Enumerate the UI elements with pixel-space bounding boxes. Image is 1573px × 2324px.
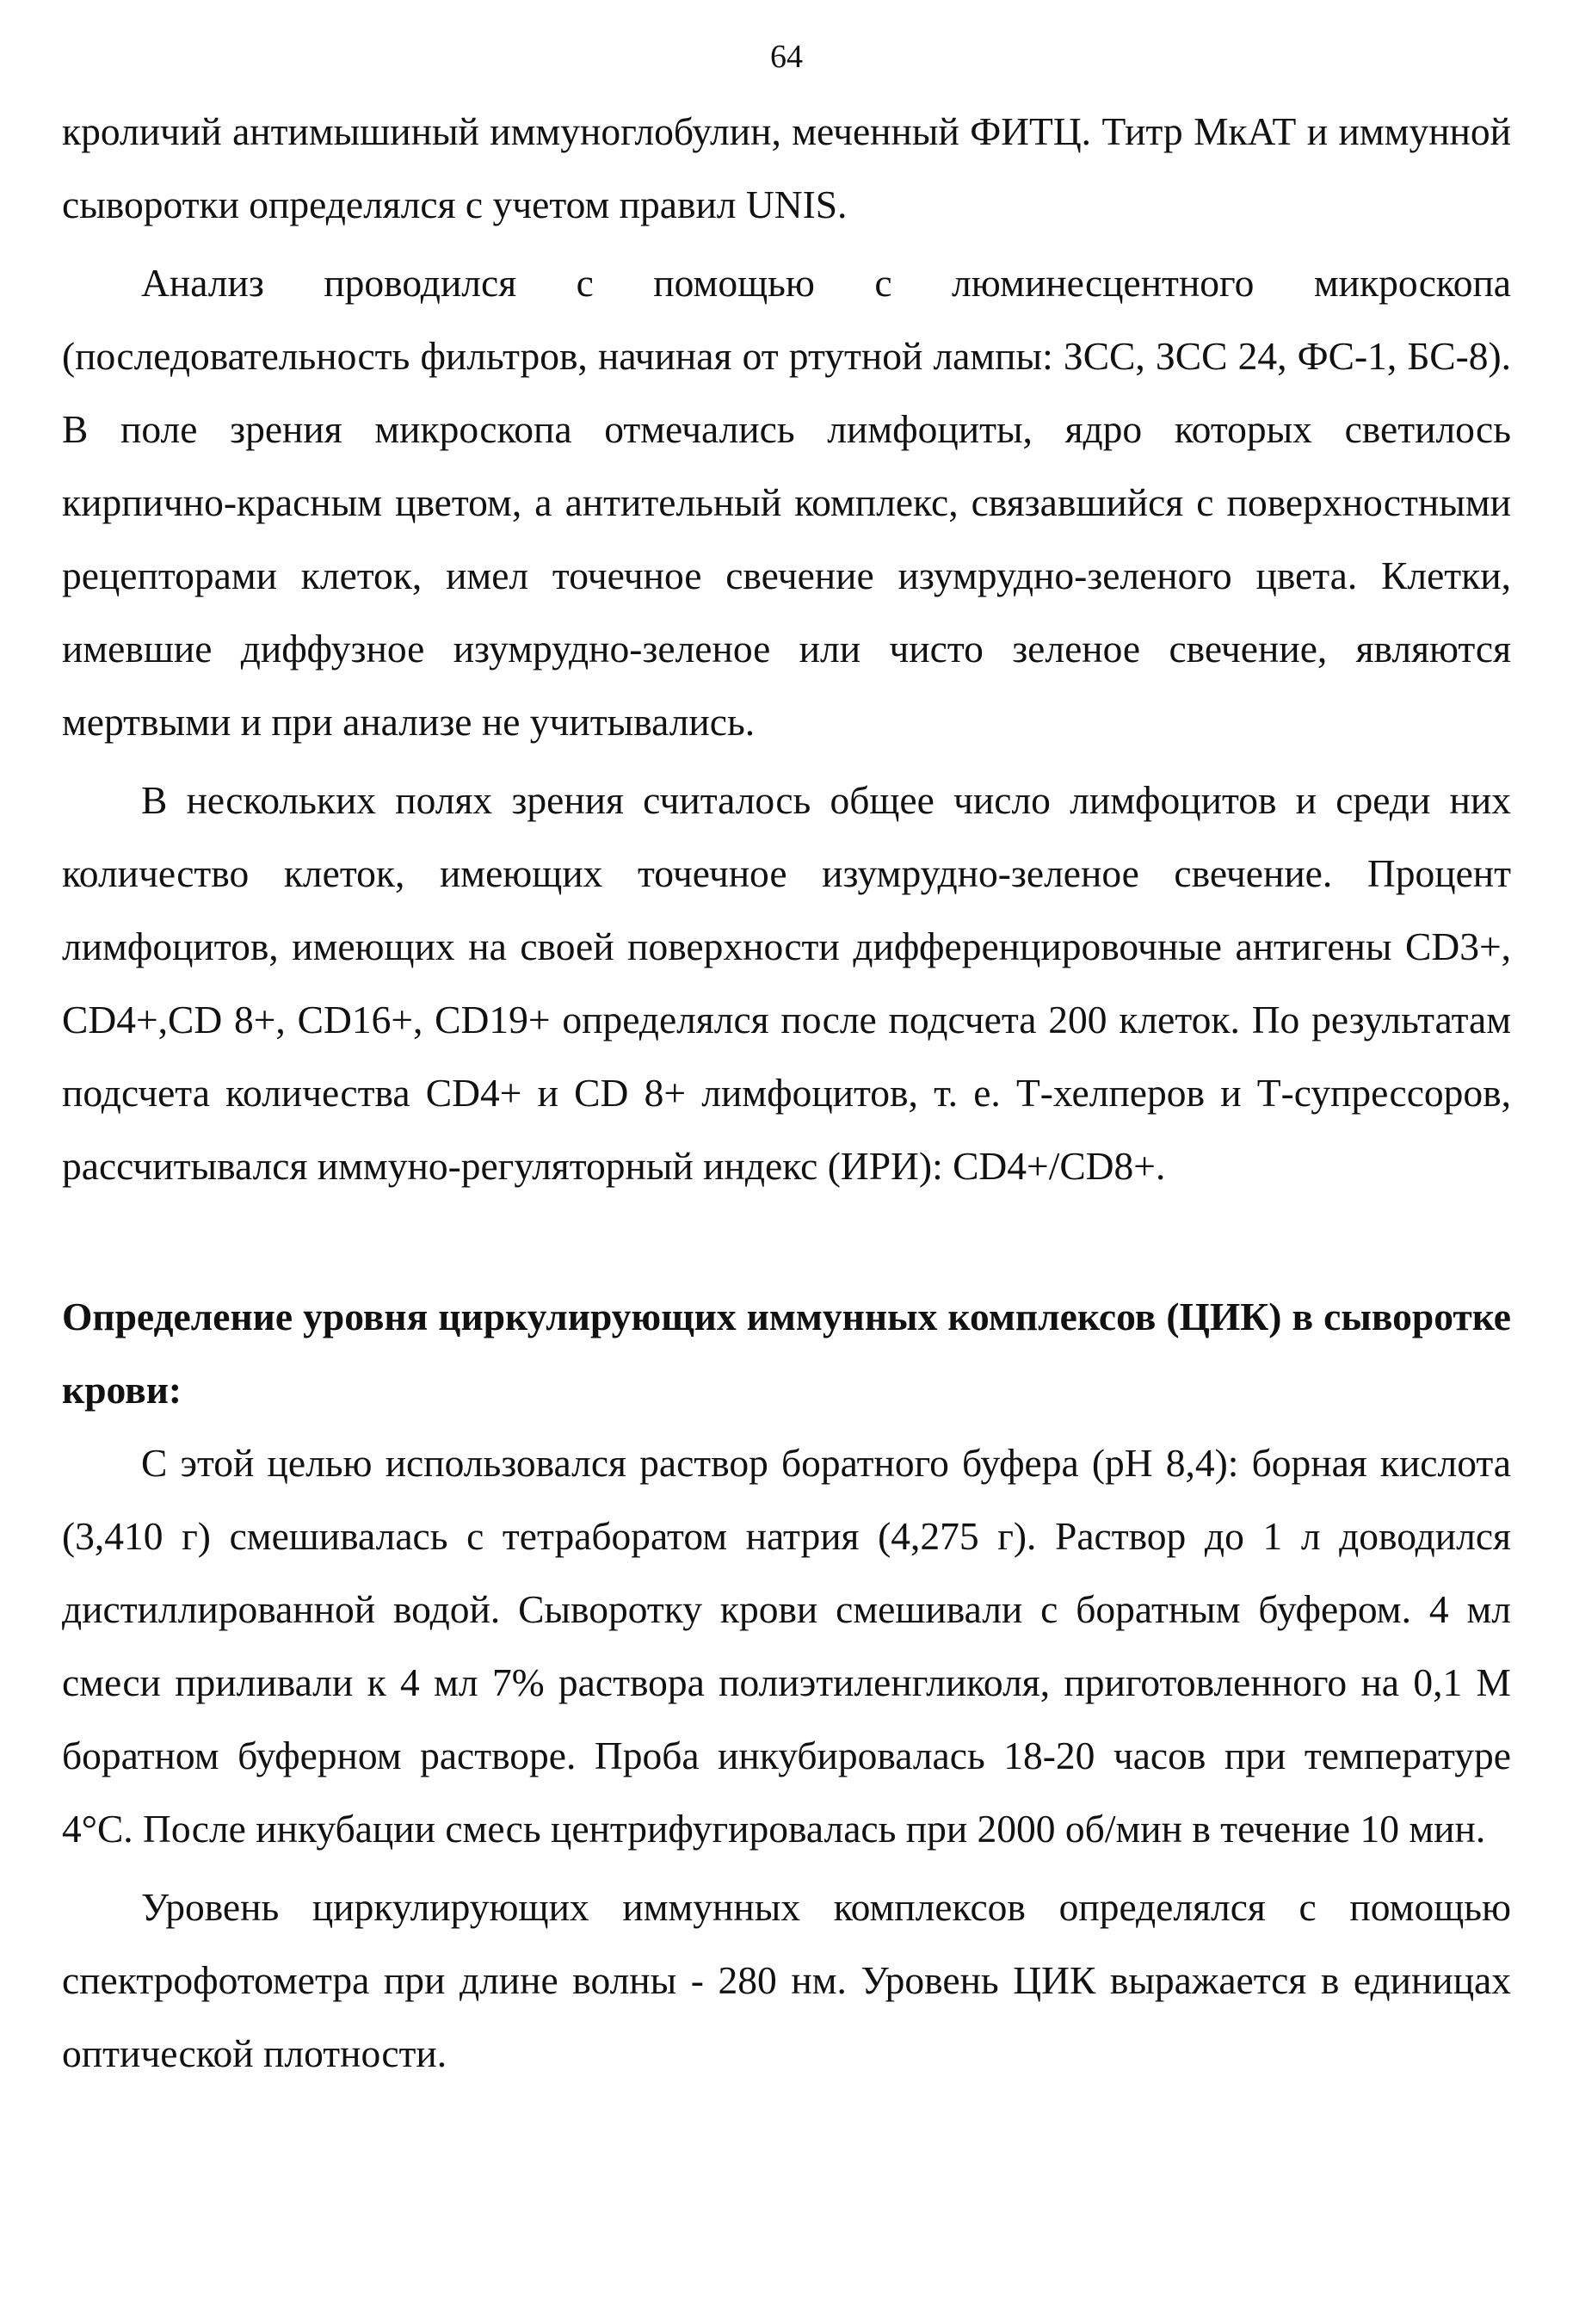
paragraph-spectrophotometer: Уровень циркулирующих иммунных комплексов определялся с помощью спектрофотометра при длине волны - 280 нм. Уровень ЦИК выражается в единицах оптической плотности. [62, 1885, 1511, 2075]
paragraph-borate-buffer: С этой целью использовался раствор боратного буфера (рН 8,4): борная кислота (3,410 г) смешивалась с тетраборатом натрия (4,275 г). Раствор до 1 л доводился дистиллированной водой. Сыворотку крови смешивали с боратным буфером. 4 мл смеси приливали к 4 мл 7% раствора полиэтиленгликоля, приготовленного на 0,1 М боратном буферном растворе. Проба инкубировалась 18-20 часов при температуре 4°С. После инкубации смесь центрифугировалась при 2000 об/мин в течение 10 мин. [62, 1441, 1511, 1851]
paragraph-microscope-analysis: Анализ проводился с помощью с люминесцентного микроскопа (последовательность фильтров, начиная от ртутной лампы: ЗСС, ЗСС 24, ФС-1, БС-8). В поле зрения микроскопа отмечались лимфоциты, ядро которых светилось кирпично-красным цветом, а антительный комплекс, связавшийся с поверхностными рецепторами клеток, имел точечное свечение изумрудно-зеленого цвета. Клетки, имевшие диффузное изумрудно-зеленое или чисто зеленое свечение, являются мертвыми и при анализе не учитывались. [62, 261, 1511, 744]
section-heading: Определение уровня циркулирующих иммунных комплексов (ЦИК) в сыворотке крови: [62, 1295, 1511, 1412]
paragraph-lymphocyte-count: В нескольких полях зрения считалось общее число лимфоцитов и среди них количество клеток, имеющих точечное изумрудно-зеленое свечение. Процент лимфоцитов, имеющих на своей поверхности дифференцировочные антигены CD3+, CD4+,CD 8+, CD16+, CD19+ определялся после подсчета 200 клеток. По результатам подсчета количества CD4+ и CD 8+ лимфоцитов, т. е. Т-хелперов и Т-супрессоров, рассчитывался иммуно-регуляторный индекс (ИРИ): CD4+/CD8+. [62, 778, 1511, 1188]
page-number: 64 [770, 39, 803, 75]
paragraph-continuation: кроличий антимышиный иммуноглобулин, меченный ФИТЦ. Титр МкАТ и иммунной сыворотки определялся с учетом правил UNIS. [62, 109, 1511, 226]
document-page [62, 34, 1511, 2090]
